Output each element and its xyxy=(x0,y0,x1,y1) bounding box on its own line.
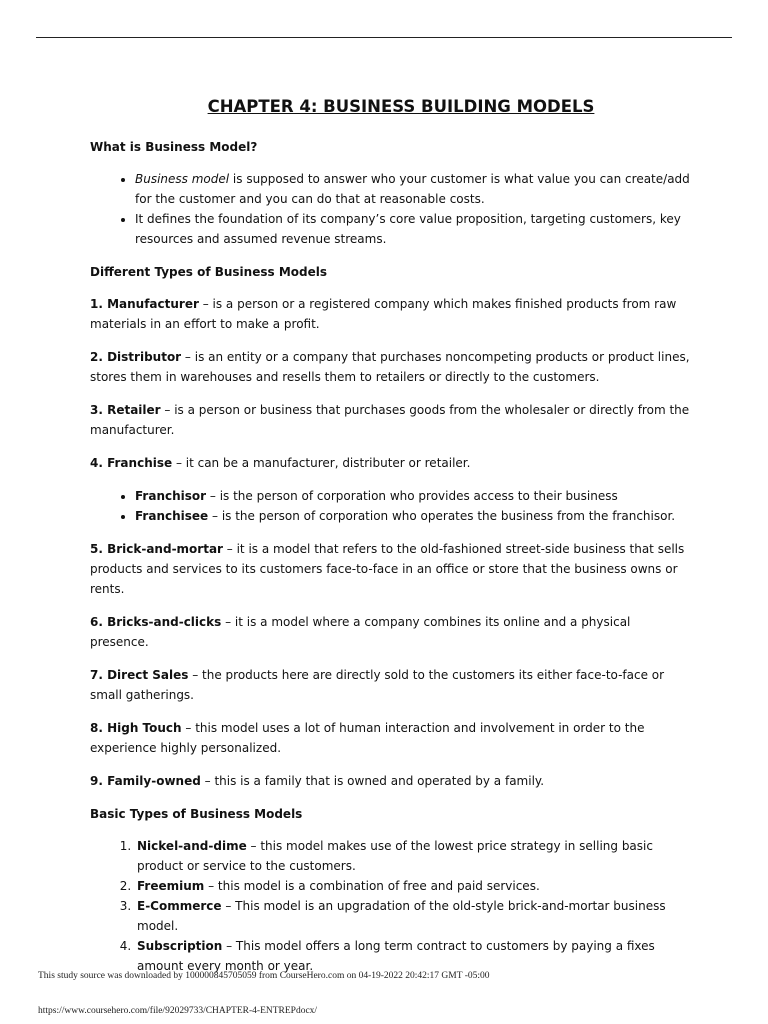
list-item xyxy=(135,936,690,976)
download-note: This study source was downloaded by 100000845705059 from CourseHero.com on 04-19-2022 20:42:17 GMT -05:00 xyxy=(38,971,490,981)
model-paragraph xyxy=(90,718,690,758)
basic-types-list xyxy=(90,836,690,976)
model-text: – it can be a manufacturer, distributer or retailer. xyxy=(172,456,471,470)
item-text: – This model is an upgradation of the old-style brick-and-mortar business model. xyxy=(137,899,666,933)
section-heading-what-is: What is Business Model? xyxy=(90,140,258,154)
term-italic: Business model xyxy=(135,172,230,186)
model-term: 8. High Touch xyxy=(90,721,182,735)
model-term: 2. Distributor xyxy=(90,350,182,364)
item-text: – this model is a combination of free and paid services. xyxy=(204,879,540,893)
model-paragraph xyxy=(90,771,690,791)
list-item xyxy=(135,876,690,896)
definition-list xyxy=(90,169,690,249)
model-paragraph xyxy=(90,612,690,652)
model-term: 9. Family-owned xyxy=(90,774,201,788)
item-text: – is the person of corporation who provides access to their business xyxy=(206,489,618,503)
item-text: – this model makes use of the lowest price strategy in selling basic product or service to the customers. xyxy=(137,839,653,873)
model-term: Franchisee xyxy=(135,509,209,523)
page-title: CHAPTER 4: BUSINESS BUILDING MODELS xyxy=(207,97,595,116)
list-item xyxy=(135,506,690,526)
item-text: – is the person of corporation who operates the business from the franchisor. xyxy=(208,509,676,523)
section-heading-basic-types: Basic Types of Business Models xyxy=(90,807,303,821)
model-term: E-Commerce xyxy=(137,899,222,913)
list-item xyxy=(135,209,690,249)
list-item xyxy=(135,836,690,876)
source-url[interactable]: https://www.coursehero.com/file/92029733/CHAPTER-4-ENTREPdocx/ xyxy=(38,1006,318,1016)
model-text: – is a person or business that purchases goods from the wholesaler or directly from the manufacturer. xyxy=(90,403,690,437)
model-term: Nickel-and-dime xyxy=(137,839,247,853)
model-term: Freemium xyxy=(137,879,205,893)
model-text: – is a person or a registered company which makes finished products from raw materials in an effort to make a profit. xyxy=(90,297,677,331)
header-rule xyxy=(36,37,732,38)
model-term: Franchisor xyxy=(135,489,207,503)
model-term: 3. Retailer xyxy=(90,403,161,417)
item-text: – This model offers a long term contract to customers by paying a fixes amount every month or year. xyxy=(137,939,655,973)
model-term: 6. Bricks-and-clicks xyxy=(90,615,222,629)
item-text: is supposed to answer who your customer is what value you can create/add for the customer and you can do that at reasonable costs. xyxy=(135,172,690,206)
model-term: 5. Brick-and-mortar xyxy=(90,542,223,556)
document-body xyxy=(90,96,690,989)
model-paragraph xyxy=(90,665,690,705)
model-text: – it is a model that refers to the old-fashioned street-side business that sells products and services to its customers face-to-face in an office or store that the business owns or rents. xyxy=(90,542,685,596)
model-text: – the products here are directly sold to the customers its either face-to-face or small gatherings. xyxy=(90,668,665,702)
item-text: It defines the foundation of its company’s core value proposition, targeting customers, key resources and assumed revenue streams. xyxy=(135,212,681,246)
model-term: 1. Manufacturer xyxy=(90,297,199,311)
model-paragraph xyxy=(90,453,690,473)
model-term: Subscription xyxy=(137,939,223,953)
model-paragraph xyxy=(90,347,690,387)
model-text: – this is a family that is owned and operated by a family. xyxy=(200,774,545,788)
model-term: 7. Direct Sales xyxy=(90,668,189,682)
list-item xyxy=(135,169,690,209)
model-text: – is an entity or a company that purchases noncompeting products or product lines, stores them in warehouses and resells them to retailers or directly to the customers. xyxy=(90,350,690,384)
section-heading-types: Different Types of Business Models xyxy=(90,265,327,279)
model-text: – it is a model where a company combines its online and a physical presence. xyxy=(90,615,631,649)
franchise-list xyxy=(90,486,690,526)
model-paragraph xyxy=(90,294,690,334)
model-paragraph xyxy=(90,539,690,599)
list-item xyxy=(135,896,690,936)
model-paragraph xyxy=(90,400,690,440)
model-text: – this model uses a lot of human interaction and involvement in order to the experience highly personalized. xyxy=(90,721,645,755)
model-term: 4. Franchise xyxy=(90,456,173,470)
list-item xyxy=(135,486,690,506)
